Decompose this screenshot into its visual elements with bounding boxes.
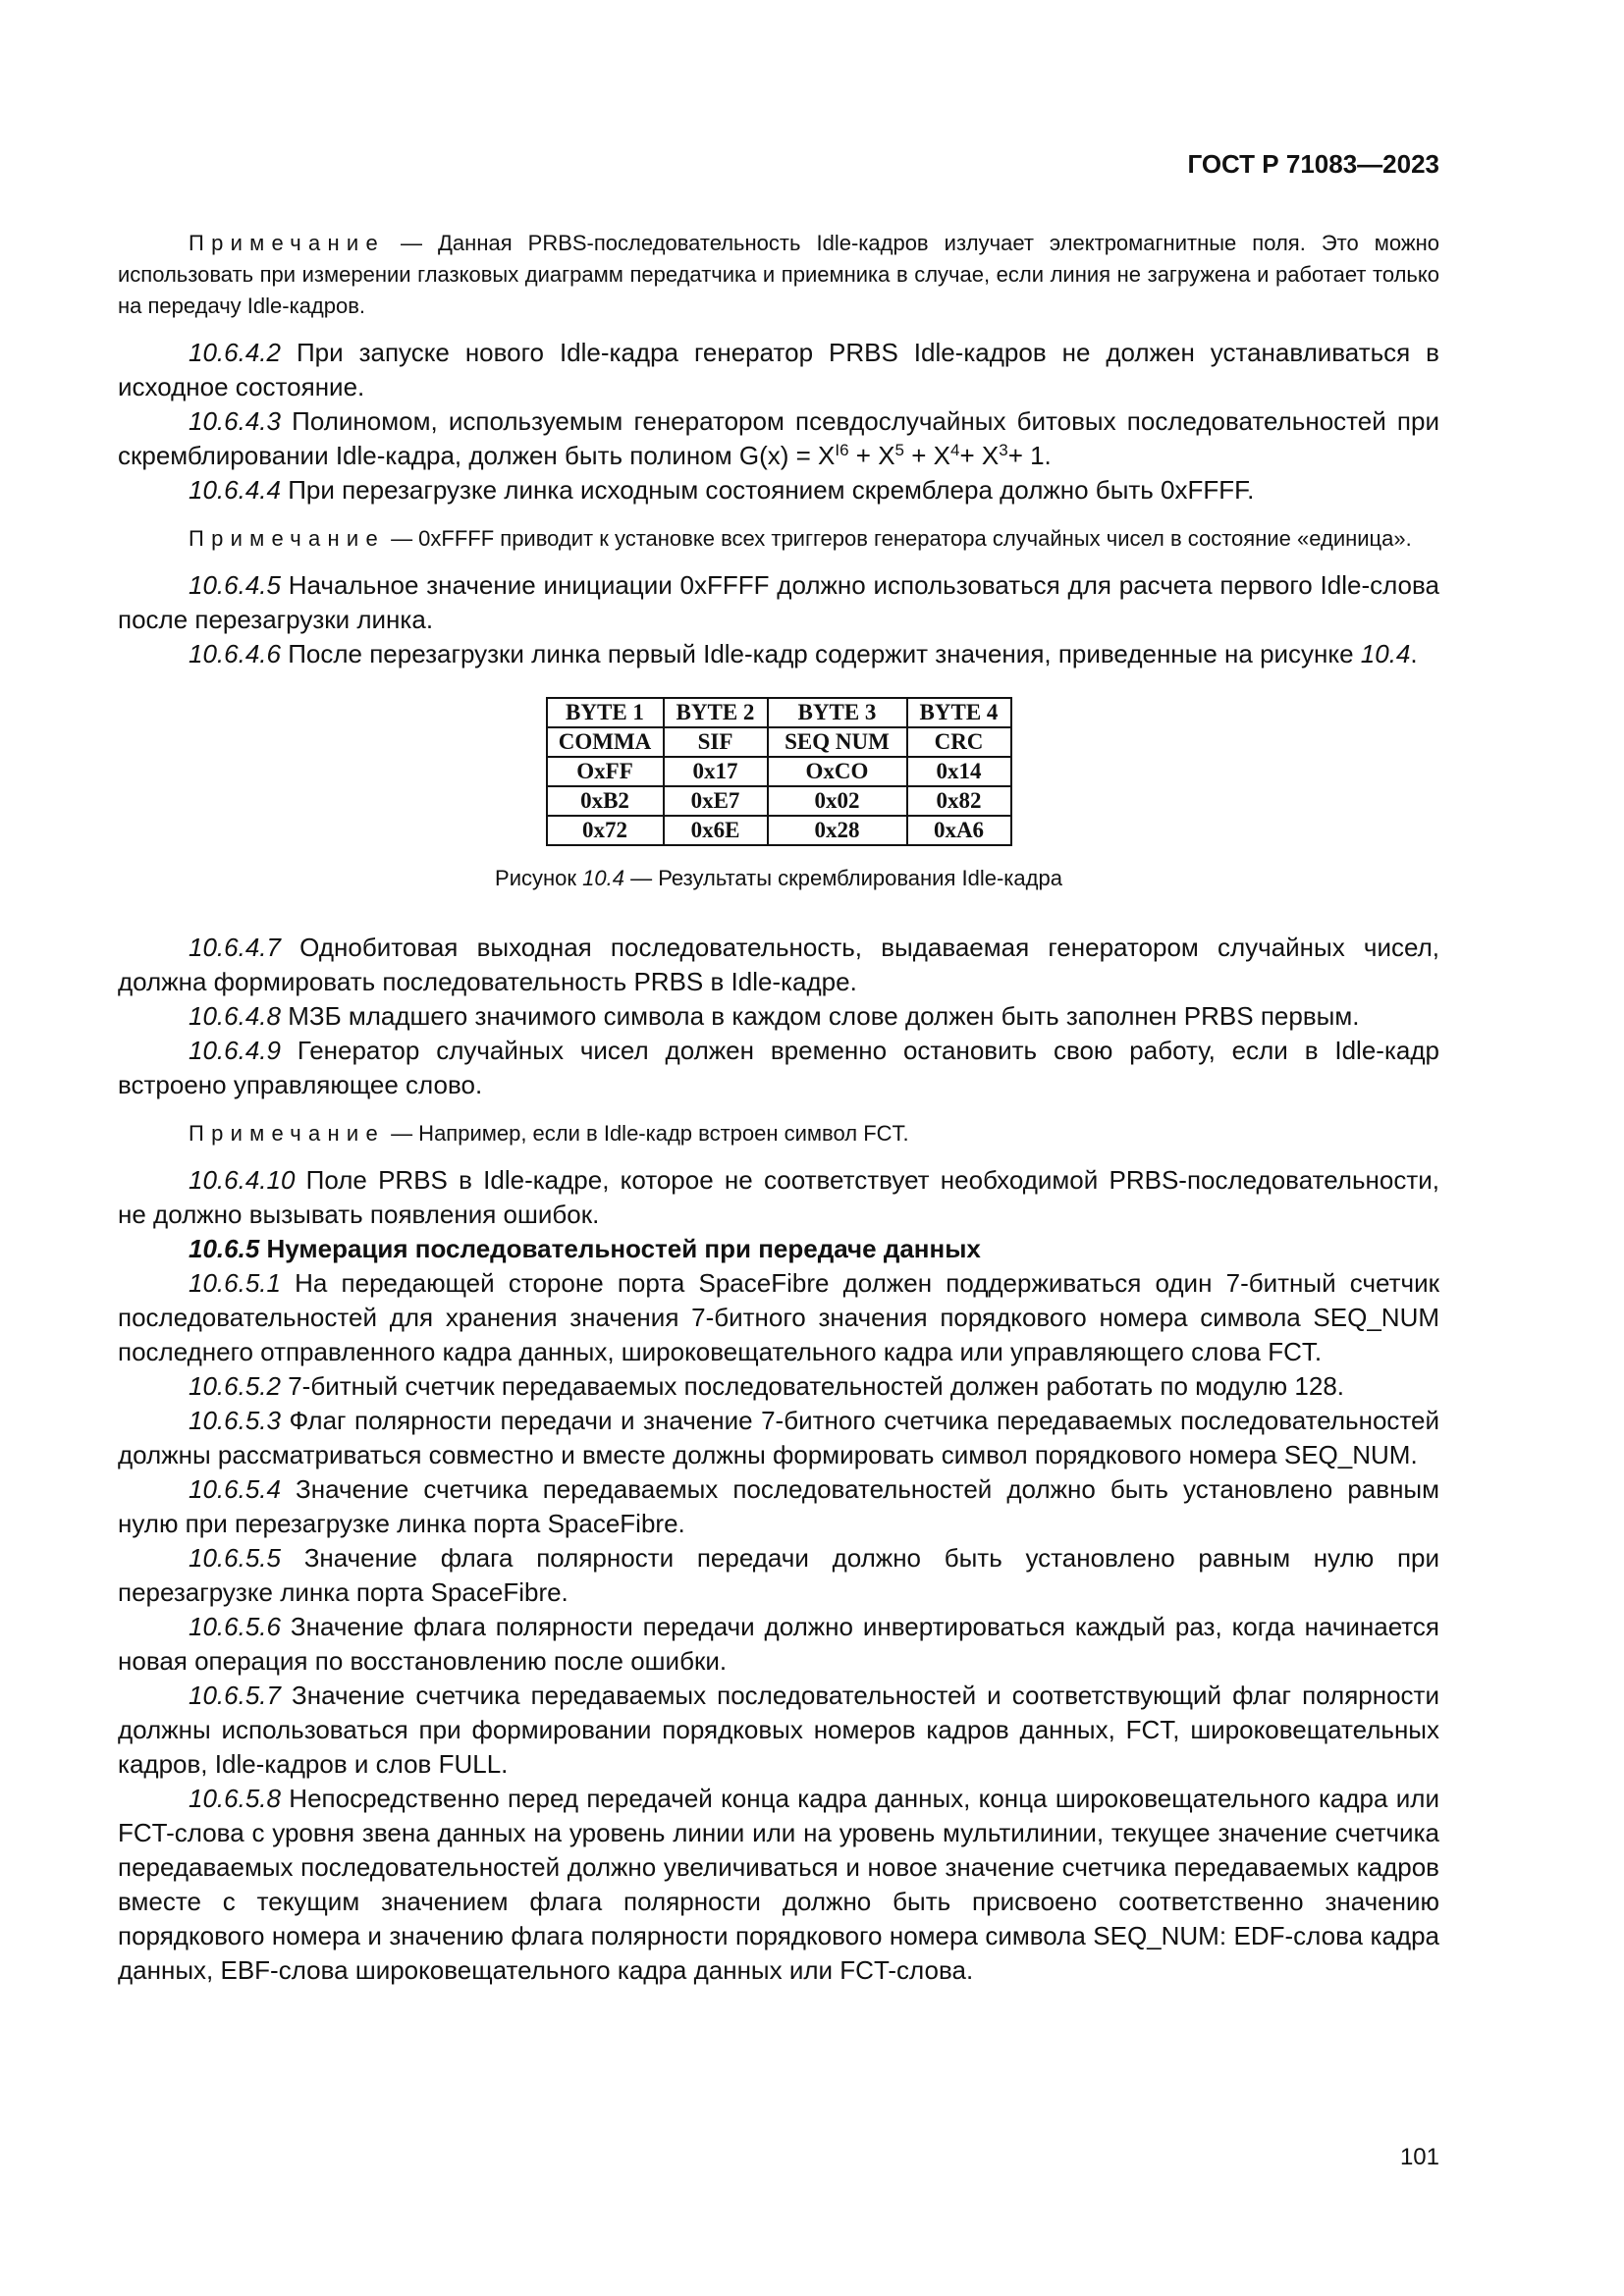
clause-10-6-4-3 xyxy=(118,404,1439,473)
table-row xyxy=(547,816,1011,845)
clause-10-6-5-5 xyxy=(118,1541,1439,1610)
table-header-cell: BYTE 3 xyxy=(768,698,907,727)
table-cell: CRC xyxy=(907,727,1011,757)
clause-text: 7-битный счетчик передаваемых последовательностей должен работать по модулю 128. xyxy=(280,1371,1344,1401)
exponent: I6 xyxy=(835,441,849,459)
caption-number: 10.4 xyxy=(582,866,624,890)
note-ffff-triggers xyxy=(118,523,1439,555)
clause-text: Значение счетчика передаваемых последовательностей и соответствующий флаг полярности должны использоваться при формировании порядковых номеров кадров данных, FCT, широковещательных кадров, Idle-кадров и слов FULL. xyxy=(118,1681,1439,1779)
page-content xyxy=(118,228,1439,1988)
note-text: — Например, если в Idle-кадр встроен символ FCT. xyxy=(384,1121,909,1146)
section-number: 10.6.5 xyxy=(189,1234,260,1263)
table-row xyxy=(547,786,1011,816)
clause-10-6-5-4 xyxy=(118,1472,1439,1541)
note-label: Примечание xyxy=(189,1121,385,1146)
clause-text-part: + X xyxy=(904,441,950,470)
clause-text: После перезагрузки линка первый Idle-кадр содержит значения, приведенные на рисунке xyxy=(280,639,1361,668)
clause-10-6-5-1 xyxy=(118,1266,1439,1369)
clause-text: Поле PRBS в Idle-кадре, которое не соответствует необходимой PRBS-последовательности, не должно вызывать появления ошибок. xyxy=(118,1165,1439,1229)
standard-header: ГОСТ Р 71083—2023 xyxy=(1187,149,1439,179)
caption-text: — Результаты скремблирования Idle-кадра xyxy=(623,866,1062,890)
clause-text: Начальное значение инициации 0xFFFF должно использоваться для расчета первого Idle-слова после перезагрузки линка. xyxy=(118,570,1439,634)
clause-text-part: + 1. xyxy=(1007,441,1052,470)
clause-number: 10.6.4.8 xyxy=(189,1001,281,1031)
clause-10-6-4-5 xyxy=(118,568,1439,637)
table-header-cell: BYTE 1 xyxy=(547,698,664,727)
table-cell: 0x28 xyxy=(768,816,907,845)
table-cell: 0x72 xyxy=(547,816,664,845)
clause-text: Полиномом, используемым генератором псевдослучайных битовых последовательностей при скремблировании Idle-кадра, должен быть полином G(x) = X xyxy=(118,406,1439,470)
clause-10-6-4-6 xyxy=(118,637,1439,671)
note-label: Примечание xyxy=(189,526,385,551)
clause-10-6-4-8 xyxy=(118,999,1439,1034)
page-number: 101 xyxy=(1399,2144,1439,2170)
table-header-cell: BYTE 2 xyxy=(664,698,768,727)
table-header-row xyxy=(547,698,1011,727)
clause-number: 10.6.4.2 xyxy=(189,338,281,367)
note-text: — Данная PRBS-последовательность Idle-кадров излучает электромагнитные поля. Это можно использовать при измерении глазковых диаграмм передатчика и приемника в случае, если линия не загружена и работает только на передачу Idle-кадров. xyxy=(118,231,1439,318)
table-cell: SEQ NUM xyxy=(768,727,907,757)
clause-text: Непосредственно перед передачей конца кадра данных, конца широковещательного кадра или FCT-слова с уровня звена данных на уровень линии или на уровень мультилинии, текущее значение счетчика передаваемых последовательностей должно увеличиваться и новое значение счетчика передаваемых кадров вместе с текущим значением флага полярности должно быть присвоено соответственно значению порядкового номера и значению флага полярности порядкового номера символа SEQ_NUM: EDF-слова кадра данных, EBF-слова широковещательного кадра данных или FCT-слова. xyxy=(118,1784,1439,1985)
clause-text-part: + X xyxy=(848,441,895,470)
section-heading-10-6-5 xyxy=(118,1232,1439,1266)
clause-number: 10.6.5.4 xyxy=(189,1474,281,1504)
clause-10-6-4-9 xyxy=(118,1034,1439,1102)
clause-text: Значение флага полярности передачи должно быть установлено равным нулю при перезагрузке линка порта SpaceFibre. xyxy=(118,1543,1439,1607)
table-row xyxy=(547,757,1011,786)
clause-text-part: + X xyxy=(959,441,1000,470)
clause-10-6-5-3 xyxy=(118,1404,1439,1472)
table-cell: SIF xyxy=(664,727,768,757)
clause-number: 10.6.5.1 xyxy=(189,1268,281,1298)
idle-frame-table xyxy=(546,697,1012,846)
table-cell: OxCO xyxy=(768,757,907,786)
clause-text: Флаг полярности передачи и значение 7-битного счетчика передаваемых последовательностей должны рассматриваться совместно и вместе должны формировать символ порядкового номера SEQ_NUM. xyxy=(118,1406,1439,1469)
clause-number: 10.6.5.3 xyxy=(189,1406,281,1435)
clause-number: 10.6.5.6 xyxy=(189,1612,281,1641)
clause-10-6-4-7 xyxy=(118,931,1439,999)
table-cell: 0x14 xyxy=(907,757,1011,786)
table-cell: 0x02 xyxy=(768,786,907,816)
clause-text: При запуске нового Idle-кадра генератор PRBS Idle-кадров не должен устанавливаться в исходное состояние. xyxy=(118,338,1439,401)
clause-number: 10.6.4.7 xyxy=(189,933,281,962)
clause-text: При перезагрузке линка исходным состоянием скремблера должно быть 0xFFFF. xyxy=(280,475,1255,505)
clause-number: 10.6.4.5 xyxy=(189,570,281,600)
clause-number: 10.6.4.3 xyxy=(189,406,281,436)
clause-10-6-4-10 xyxy=(118,1163,1439,1232)
table-name-row xyxy=(547,727,1011,757)
table-cell: OxFF xyxy=(547,757,664,786)
table-cell: 0xA6 xyxy=(907,816,1011,845)
clause-text: Значение счетчика передаваемых последовательностей должно быть установлено равным нулю при перезагрузке линка порта SpaceFibre. xyxy=(118,1474,1439,1538)
note-text: — 0xFFFF приводит к установке всех триггеров генератора случайных чисел в состояние «единица». xyxy=(384,526,1412,551)
figure-caption xyxy=(118,866,1439,891)
clause-number: 10.6.5.5 xyxy=(189,1543,281,1573)
figure-reference: 10.4 xyxy=(1360,639,1411,668)
clause-text: Генератор случайных чисел должен временно остановить свою работу, если в Idle-кадр встроено управляющее слово. xyxy=(118,1036,1439,1099)
table-cell: 0x82 xyxy=(907,786,1011,816)
clause-number: 10.6.4.10 xyxy=(189,1165,296,1195)
clause-number: 10.6.4.9 xyxy=(189,1036,281,1065)
clause-10-6-4-4 xyxy=(118,473,1439,507)
clause-number: 10.6.4.4 xyxy=(189,475,281,505)
clause-text: Значение флага полярности передачи должно инвертироваться каждый раз, когда начинается новая операция по восстановлению после ошибки. xyxy=(118,1612,1439,1676)
note-prbs-emission xyxy=(118,228,1439,322)
clause-number: 10.6.4.6 xyxy=(189,639,281,668)
clause-number: 10.6.5.7 xyxy=(189,1681,281,1710)
clause-10-6-5-2 xyxy=(118,1369,1439,1404)
clause-10-6-5-6 xyxy=(118,1610,1439,1679)
table-header-cell: BYTE 4 xyxy=(907,698,1011,727)
clause-text: На передающей стороне порта SpaceFibre должен поддерживаться один 7-битный счетчик последовательностей для хранения значения 7-битного значения порядкового номера символа SEQ_NUM последнего отправленного кадра данных, широковещательного кадра или управляющего слова FCT. xyxy=(118,1268,1439,1366)
table-cell: 0x6E xyxy=(664,816,768,845)
clause-text: МЗБ младшего значимого символа в каждом слове должен быть заполнен PRBS первым. xyxy=(280,1001,1360,1031)
caption-prefix: Рисунок xyxy=(495,866,583,890)
table-cell: 0xB2 xyxy=(547,786,664,816)
clause-text: Однобитовая выходная последовательность, выдаваемая генератором случайных чисел, должна формировать последовательность PRBS в Idle-кадре. xyxy=(118,933,1439,996)
clause-number: 10.6.5.8 xyxy=(189,1784,281,1813)
table-cell: 0x17 xyxy=(664,757,768,786)
clause-10-6-5-7 xyxy=(118,1679,1439,1782)
note-label: Примечание xyxy=(189,231,385,255)
table-cell: 0xE7 xyxy=(664,786,768,816)
clause-10-6-4-2 xyxy=(118,336,1439,404)
exponent: 5 xyxy=(894,441,905,459)
exponent: 3 xyxy=(999,441,1008,459)
note-fct-example xyxy=(118,1118,1439,1149)
section-title: Нумерация последовательностей при передаче данных xyxy=(259,1234,981,1263)
clause-number: 10.6.5.2 xyxy=(189,1371,281,1401)
table-cell: COMMA xyxy=(547,727,664,757)
clause-text-end: . xyxy=(1410,639,1418,668)
exponent: 4 xyxy=(950,441,960,459)
clause-10-6-5-8 xyxy=(118,1782,1439,1988)
